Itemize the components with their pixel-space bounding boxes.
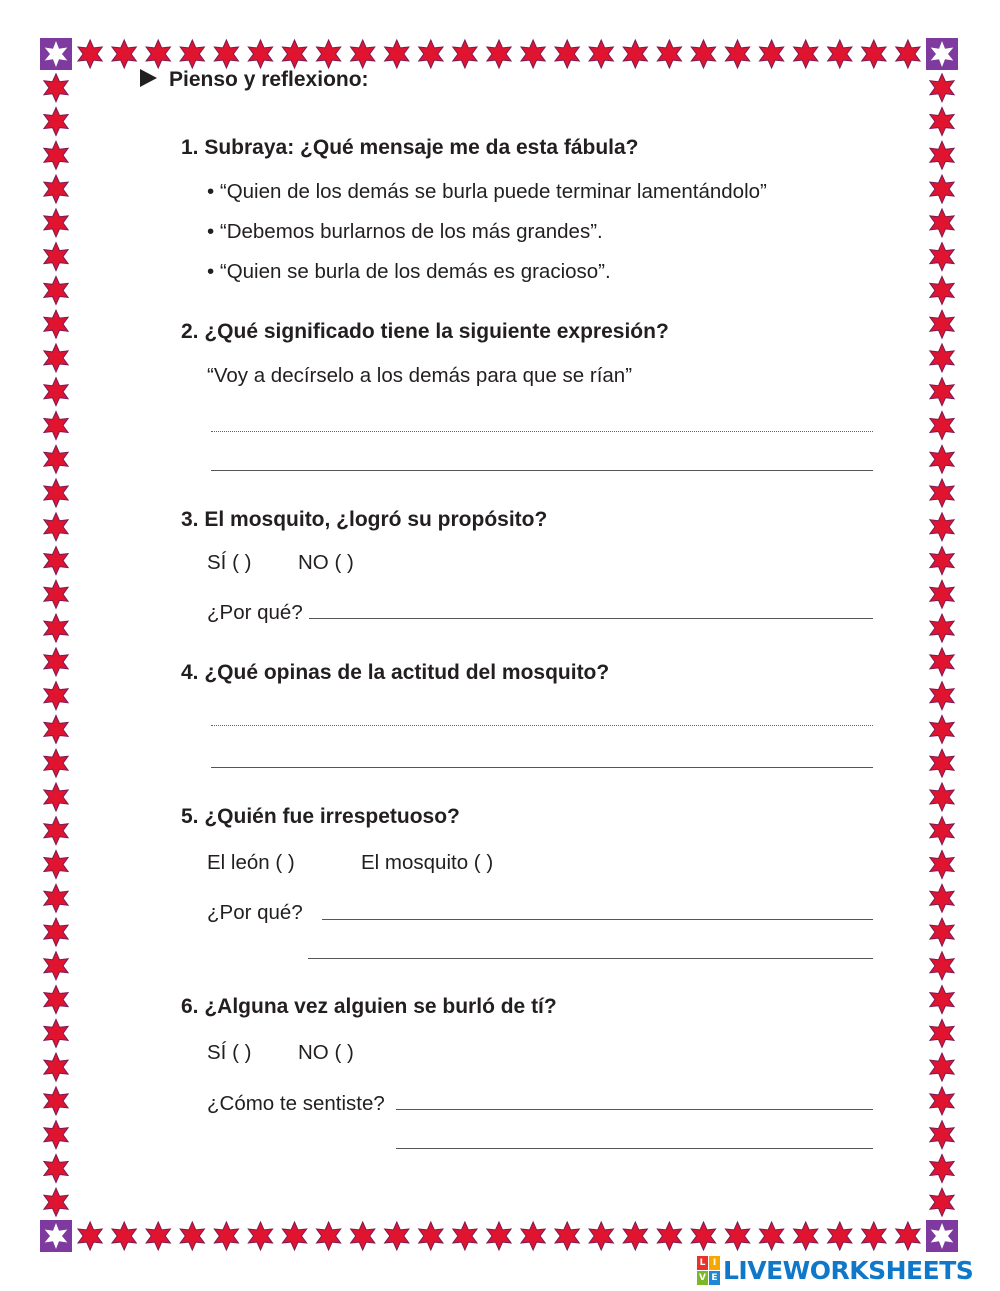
question-2-title: 2. ¿Qué significado tiene la siguiente expresión? — [181, 320, 669, 343]
border-star — [760, 40, 784, 68]
border-star — [44, 445, 68, 473]
border-star — [44, 715, 68, 743]
question-3-yes-option[interactable]: SÍ ( ) — [207, 551, 252, 574]
border-star — [44, 817, 68, 845]
border-star — [317, 1222, 341, 1250]
border-star — [453, 1222, 477, 1250]
border-star — [282, 1222, 306, 1250]
answer-line[interactable] — [396, 1109, 873, 1110]
border-star — [930, 1155, 954, 1183]
border-star — [44, 344, 68, 372]
border-star — [385, 40, 409, 68]
question-6-no-option[interactable]: NO ( ) — [298, 1041, 354, 1064]
logo-text: LIVEWORKSHEETS — [723, 1255, 974, 1285]
border-star — [657, 1222, 681, 1250]
section-heading — [140, 68, 369, 92]
border-star — [44, 479, 68, 507]
border-star — [521, 1222, 545, 1250]
border-star — [930, 783, 954, 811]
border-star — [930, 918, 954, 946]
border-star — [44, 580, 68, 608]
border-star — [896, 40, 920, 68]
border-star — [180, 1222, 204, 1250]
border-star — [930, 344, 954, 372]
logo-block: V — [697, 1271, 708, 1285]
border-star — [691, 40, 715, 68]
answer-line[interactable] — [322, 919, 873, 920]
border-star — [351, 40, 375, 68]
border-star — [623, 1222, 647, 1250]
border-star — [930, 749, 954, 777]
logo-block: E — [709, 1271, 720, 1285]
border-star — [44, 884, 68, 912]
border-star — [44, 682, 68, 710]
border-star — [44, 243, 68, 271]
question-3-why-label: ¿Por qué? — [207, 601, 303, 624]
border-star — [44, 1087, 68, 1115]
border-star — [657, 40, 681, 68]
border-star — [589, 40, 613, 68]
border-star — [794, 1222, 818, 1250]
liveworksheets-logo — [697, 1255, 973, 1285]
question-1-option[interactable]: • “Quien se burla de los demás es gracioso”. — [207, 260, 611, 283]
border-star — [214, 40, 238, 68]
border-star — [930, 445, 954, 473]
border-star — [44, 74, 68, 102]
border-star — [930, 580, 954, 608]
border-star — [930, 141, 954, 169]
border-star — [930, 715, 954, 743]
answer-line[interactable] — [211, 470, 873, 471]
border-star — [487, 1222, 511, 1250]
question-6-title: 6. ¿Alguna vez alguien se burló de tí? — [181, 995, 557, 1018]
border-star — [862, 40, 886, 68]
border-star — [930, 986, 954, 1014]
border-star — [112, 1222, 136, 1250]
border-star — [146, 40, 170, 68]
answer-line[interactable] — [396, 1148, 873, 1149]
border-star — [44, 1155, 68, 1183]
border-star — [930, 1121, 954, 1149]
border-star — [930, 851, 954, 879]
logo-block: I — [709, 1256, 720, 1270]
border-star — [78, 40, 102, 68]
border-star — [930, 74, 954, 102]
border-star — [930, 1053, 954, 1081]
border-star — [317, 40, 341, 68]
border-star — [44, 1121, 68, 1149]
border-star — [44, 175, 68, 203]
border-star — [44, 547, 68, 575]
border-star — [725, 1222, 749, 1250]
border-star — [930, 513, 954, 541]
question-5-why-label: ¿Por qué? — [207, 901, 303, 924]
border-star — [78, 1222, 102, 1250]
border-star — [725, 40, 749, 68]
border-star — [419, 1222, 443, 1250]
question-4-title: 4. ¿Qué opinas de la actitud del mosquito? — [181, 661, 610, 684]
border-star — [44, 513, 68, 541]
border-star — [44, 648, 68, 676]
question-3-no-option[interactable]: NO ( ) — [298, 551, 354, 574]
border-star — [930, 175, 954, 203]
question-6-feel-label: ¿Cómo te sentiste? — [207, 1092, 385, 1115]
border-star — [453, 40, 477, 68]
border-star — [930, 412, 954, 440]
border-star — [930, 243, 954, 271]
answer-line[interactable] — [211, 431, 873, 432]
border-star — [44, 276, 68, 304]
question-6-yes-option[interactable]: SÍ ( ) — [207, 1041, 252, 1064]
border-star — [44, 141, 68, 169]
border-star — [44, 614, 68, 642]
border-star — [930, 479, 954, 507]
border-star — [828, 40, 852, 68]
arrow-right-icon — [140, 69, 157, 87]
border-star — [623, 40, 647, 68]
answer-line[interactable] — [211, 767, 873, 768]
border-star — [112, 40, 136, 68]
border-star — [487, 40, 511, 68]
border-star — [930, 276, 954, 304]
border-star — [214, 1222, 238, 1250]
answer-line[interactable] — [211, 725, 873, 726]
border-star — [589, 1222, 613, 1250]
border-star — [44, 986, 68, 1014]
border-star — [862, 1222, 886, 1250]
logo-block: L — [697, 1256, 708, 1270]
border-star — [385, 1222, 409, 1250]
question-1-option[interactable]: • “Quien de los demás se burla puede terminar lamentándolo” — [207, 180, 767, 203]
border-star — [930, 108, 954, 136]
border-star — [828, 1222, 852, 1250]
border-star — [248, 40, 272, 68]
border-star — [930, 1087, 954, 1115]
question-5-lion-option[interactable]: El león ( ) — [207, 851, 295, 874]
border-star — [930, 378, 954, 406]
border-star — [896, 1222, 920, 1250]
border-star — [555, 40, 579, 68]
question-5-mosquito-option[interactable]: El mosquito ( ) — [361, 851, 494, 874]
border-star — [351, 1222, 375, 1250]
question-1-title: 1. Subraya: ¿Qué mensaje me da esta fábula? — [181, 136, 639, 159]
border-star — [691, 1222, 715, 1250]
border-star — [930, 952, 954, 980]
question-2-quote: “Voy a decírselo a los demás para que se rían” — [207, 364, 633, 387]
border-star — [44, 952, 68, 980]
question-3-title: 3. El mosquito, ¿logró su propósito? — [181, 508, 548, 531]
answer-line[interactable] — [309, 618, 873, 619]
border-star — [930, 614, 954, 642]
border-star — [282, 40, 306, 68]
border-star — [44, 1019, 68, 1047]
border-star — [930, 209, 954, 237]
border-star — [248, 1222, 272, 1250]
border-star — [44, 1053, 68, 1081]
section-heading-text: Pienso y reflexiono: — [169, 68, 369, 91]
border-star — [760, 1222, 784, 1250]
border-star — [44, 1188, 68, 1216]
border-star — [44, 108, 68, 136]
border-star — [930, 547, 954, 575]
border-star — [794, 40, 818, 68]
question-1-option[interactable]: • “Debemos burlarnos de los más grandes”. — [207, 220, 603, 243]
border-star — [44, 918, 68, 946]
border-star — [930, 1019, 954, 1047]
border-star — [44, 310, 68, 338]
border-star — [44, 749, 68, 777]
border-star — [930, 648, 954, 676]
border-star — [521, 40, 545, 68]
logo-blocks — [697, 1256, 720, 1285]
border-star — [930, 817, 954, 845]
border-star — [419, 40, 443, 68]
border-star — [930, 884, 954, 912]
border-star — [930, 1188, 954, 1216]
border-star — [44, 378, 68, 406]
border-star — [44, 851, 68, 879]
border-star — [44, 209, 68, 237]
border-star — [44, 412, 68, 440]
border-star — [930, 310, 954, 338]
question-5-title: 5. ¿Quién fue irrespetuoso? — [181, 805, 460, 828]
answer-line[interactable] — [308, 958, 873, 959]
border-star — [146, 1222, 170, 1250]
border-star — [930, 682, 954, 710]
border-star — [180, 40, 204, 68]
border-star — [44, 783, 68, 811]
border-star — [555, 1222, 579, 1250]
